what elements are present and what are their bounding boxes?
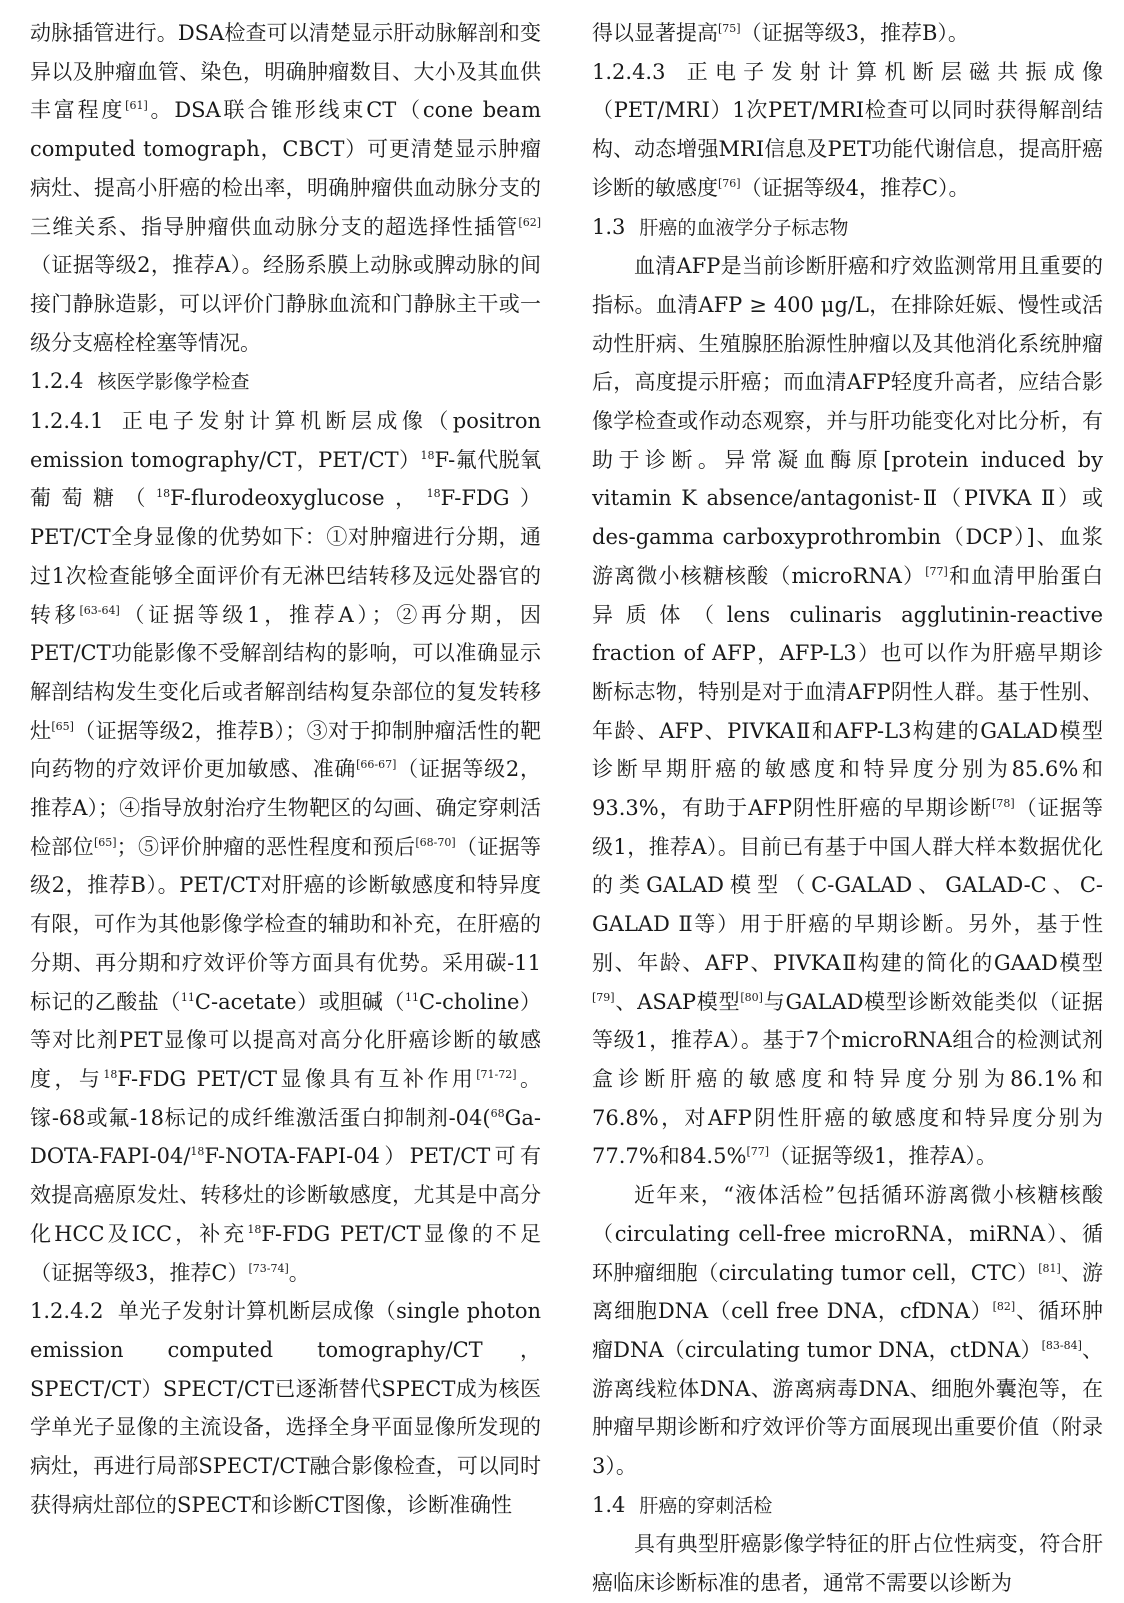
text-run: C-choline）等对比剂PET显像可以提高对高分化肝癌诊断的敏感度，与 <box>30 989 541 1091</box>
text-run: 、游离线粒体DNA、游离病毒DNA、细胞外囊泡等，在肿瘤早期诊断和疗效评价等方面展现出重要价值（附录3）。 <box>592 1337 1104 1479</box>
citation: [82] <box>992 1300 1016 1314</box>
text-run: F-FDG PET/CT显像的不足（证据等级3，推荐C） <box>30 1221 541 1285</box>
text-run: 。镓-68或氟-18标记的成纤维激活蛋白抑制剂-04( <box>30 1066 542 1130</box>
text-run: F-NOTA-FAPI-04）PET/CT可有效提高癌原发灶、转移灶的诊断敏感度，尤其是中高分化HCC及ICC，补充 <box>30 1144 541 1246</box>
section-number: 1.4 <box>592 1492 626 1517</box>
citation: [61] <box>125 99 148 113</box>
citation: [75] <box>718 22 741 35</box>
citation: [62] <box>518 215 541 229</box>
text-run: 得以显著提高 <box>592 21 718 45</box>
text-run: （证据等级2，推荐B）。PET/CT对肝癌的诊断敏感度和特异度有限，可作为其他影像学检查的辅助和补充，在肝癌的分期、再分期和疗效评价等方面具有优势。采用碳-11标记的乙酸盐（ <box>30 834 542 1014</box>
citation: [65] <box>51 719 74 733</box>
text-run: （证据等级2，推荐A）；④指导放射治疗生物靶区的勾画、确定穿刺活检部位 <box>30 757 541 859</box>
text-run: 正电子发射计算机断层磁共振成像（PET/MRI）1次PET/MRI检查可以同时获得解剖结构、动态增强MRI信息及PET功能代谢信息，提高肝癌诊断的敏感度 <box>592 59 1103 200</box>
section-number: 1.2.4.3 <box>592 59 666 84</box>
section-number: 1.2.4.2 <box>30 1299 104 1324</box>
spect-ct-paragraph <box>30 1292 541 1524</box>
section-heading-1-2-4 <box>30 362 541 402</box>
text-run: 单光子发射计算机断层成像（single photon emission computed tomography/CT，SPECT/CT）SPECT/CT已逐渐替代SPECT成为核医学单光子显像的主流设备，选择全身平面显像所发现的病灶，再进行局部SPECT/CT融合影像检查，可以同时获得病灶部位的SPECT和诊断CT图像，诊断准确性 <box>30 1299 541 1517</box>
afp-paragraph <box>592 247 1103 1176</box>
text-run: 、游离细胞DNA（cell free DNA，cfDNA） <box>592 1260 1104 1324</box>
text-run: （证据等级4，推荐C）。 <box>740 175 970 200</box>
pet-mri-paragraph <box>592 53 1103 208</box>
citation: [63-64] <box>79 603 120 617</box>
citation: [83-84] <box>1041 1338 1082 1352</box>
citation: [77] <box>746 1145 770 1159</box>
right-column <box>592 14 1103 1603</box>
section-heading-1-4 <box>592 1486 1103 1526</box>
text-run: 。DSA联合锥形线束CT（cone beam computed tomograph，CBCT）可更清楚显示肿瘤病灶、提高小肝癌的检出率，明确肿瘤供血动脉分支的三维关系、指导肿瘤供血动脉分支的超选择性插管 <box>30 98 541 239</box>
text-run: （证据等级2，推荐B）；③对于抑制肿瘤活性的靶向药物的疗效评价更加敏感、准确 <box>30 718 542 782</box>
left-column <box>30 14 541 1524</box>
citation: [73-74] <box>248 1261 289 1275</box>
section-number: 1.2.4.1 <box>30 409 104 434</box>
text-run: （证据等级3，推荐B）。 <box>740 21 969 45</box>
section-title: 核医学影像学检查 <box>97 371 250 394</box>
text-run: F-FDG）PET/CT全身显像的优势如下：①对肿瘤进行分期，通过1次检查能够全面评价有无淋巴结转移及远处器官的转移 <box>30 486 542 627</box>
isotope-superscript: 18 <box>247 1222 262 1236</box>
text-run: 血清AFP是当前诊断肝癌和疗效监测常用且重要的指标。血清AFP ≥ 400 μg/L，在排除妊娠、慢性或活动性肝病、生殖腺胚胎源性肿瘤以及其他消化系统肿瘤后，高度提示肝癌；而血清AFP轻度升高者，应结合影像学检查或作动态观察，并与肝功能变化对比分析，有助于诊断。异常凝血酶原[protein induced by vitamin K absence/antagonist-Ⅱ（PIVKA Ⅱ）或des-gamma carboxyprothrombin（DCP）]、血浆游离微小核糖核酸（microRNA） <box>592 254 1103 588</box>
text-run: 与GALAD模型诊断效能类似（证据等级1，推荐A）。基于7个microRNA组合的检测试剂盒诊断肝癌的敏感度和特异度分别为86.1%和76.8%，对AFP阴性肝癌的敏感度和特异度分别为77.7%和84.5% <box>592 989 1103 1169</box>
text-run: ；⑤评价肿瘤的恶性程度和预后 <box>116 834 416 859</box>
text-run: （证据等级1，推荐A）。 <box>769 1144 998 1169</box>
biopsy-paragraph <box>592 1525 1103 1602</box>
text-run: 动脉插管进行。DSA检查可以清楚显示肝动脉解剖和变异以及肿瘤血管、染色，明确肿瘤数目、大小及其血供丰富程度 <box>30 21 541 123</box>
pet-ct-paragraph <box>30 402 541 1292</box>
isotope-superscript: 11 <box>404 990 419 1004</box>
section-heading-1-3 <box>592 208 1103 248</box>
text-run: 近年来，“液体活检”包括循环游离微小核糖核酸（circulating cell-free microRNA，miRNA）、循环肿瘤细胞（circulating tumor cell，CTC） <box>592 1183 1103 1285</box>
section-title: 肝癌的穿刺活检 <box>639 1494 773 1517</box>
citation: [77] <box>925 564 948 578</box>
text-run: 、ASAP模型 <box>614 989 741 1014</box>
citation: [68-70] <box>415 835 456 849</box>
citation: [65] <box>94 835 117 849</box>
citation: [79] <box>592 990 615 1004</box>
citation: [76] <box>718 176 741 190</box>
isotope-superscript: 68 <box>490 1106 505 1120</box>
section-title: 肝癌的血液学分子标志物 <box>639 216 849 239</box>
text-run: （证据等级1，推荐A）。目前已有基于中国人群大样本数据优化的类GALAD模型（C-GALAD、GALAD-C、C-GALAD Ⅱ等）用于肝癌的早期诊断。另外，基于性别、年龄、AFP、PIVKAⅡ构建的简化的GAAD模型 <box>592 796 1104 975</box>
text-run: C-acetate）或胆碱（ <box>194 989 405 1014</box>
citation: [80] <box>740 990 763 1004</box>
text-run: （证据等级1，推荐A）；②再分期，因PET/CT功能影像不受解剖结构的影响，可以准确显示解剖结构发生变化后或者解剖结构复杂部位的复发转移灶 <box>30 602 541 743</box>
citation: [66-67] <box>356 758 397 772</box>
isotope-superscript: 18 <box>156 487 171 501</box>
text-run: F-flurodeoxyglucose， <box>170 486 427 511</box>
text-run: （证据等级2，推荐A）。经肠系膜上动脉或脾动脉的间接门静脉造影，可以评价门静脉血流和门静脉主干或一级分支癌栓栓塞等情况。 <box>30 253 541 355</box>
text-run: 具有典型肝癌影像学特征的肝占位性病变，符合肝癌临床诊断标准的患者，通常不需要以诊断为 <box>592 1532 1103 1596</box>
text-run: 。 <box>288 1260 310 1285</box>
citation: [81] <box>1038 1261 1061 1275</box>
text-run: 和血清甲胎蛋白异质体（lens culinaris agglutinin-reactive fraction of AFP，AFP-L3）也可以作为肝癌早期诊断标志物，特别是对于血清AFP阴性人群。基于性别、年龄、AFP、PIVKAⅡ和AFP-L3构建的GALAD模型诊断早期肝癌的敏感度和特异度分别为85.6%和93.3%，有助于AFP阴性肝癌的早期诊断 <box>592 563 1103 821</box>
isotope-superscript: 11 <box>180 990 195 1004</box>
text-run: 、循环肿瘤DNA（circulating tumor DNA，ctDNA） <box>592 1299 1103 1362</box>
citation: [78] <box>992 797 1015 811</box>
isotope-superscript: 18 <box>190 1145 205 1159</box>
dsa-paragraph <box>30 14 541 362</box>
citation: [71-72] <box>476 1067 517 1081</box>
section-number: 1.3 <box>592 214 626 239</box>
text-run: F-FDG PET/CT显像具有互补作用 <box>117 1066 477 1091</box>
text-run: 正电子发射计算机断层成像（positron emission tomography/CT，PET/CT） <box>30 409 541 472</box>
text-run: F-氟代脱氧葡萄糖（ <box>30 447 541 511</box>
text-run: Ga-DOTA-FAPI-04/ <box>30 1105 541 1169</box>
isotope-superscript: 18 <box>103 1067 118 1081</box>
section-number: 1.2.4 <box>30 369 84 394</box>
liquid-biopsy-paragraph <box>592 1176 1103 1486</box>
isotope-superscript: 18 <box>426 487 441 501</box>
spect-continuation <box>592 14 1103 53</box>
isotope-superscript: 18 <box>420 448 435 462</box>
